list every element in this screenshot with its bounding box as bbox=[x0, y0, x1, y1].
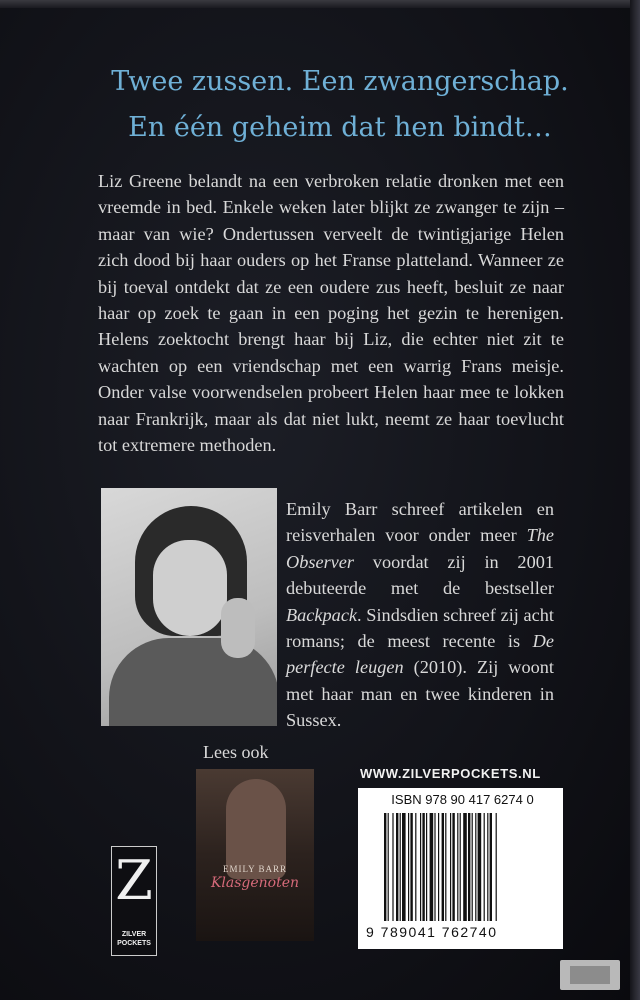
bio-part-4: (2010). Zij woont met haar man en twee kinderen in Sussex. bbox=[286, 657, 554, 731]
bio-part-1: Emily Barr schreef artikelen en reisverhalen voor onder meer bbox=[286, 499, 554, 546]
bio-part-2: voordat zij in 2001 debuteerde met de bestseller bbox=[286, 551, 554, 599]
bio-leugen: De perfecte leugen bbox=[286, 631, 554, 678]
watermark-inner bbox=[570, 966, 610, 984]
author-bio bbox=[286, 496, 554, 734]
logo-letter: Z bbox=[115, 849, 153, 912]
cover-spine-edge bbox=[630, 0, 640, 1000]
cover-top-edge bbox=[0, 0, 640, 8]
publisher-url: WWW.ZILVERPOCKETS.NL bbox=[360, 766, 541, 781]
logo-text-line-2: POCKETS bbox=[117, 940, 151, 947]
barcode-bars bbox=[384, 813, 540, 921]
isbn-text: ISBN 978 90 417 6274 0 bbox=[391, 792, 534, 807]
barcode-panel bbox=[358, 788, 563, 949]
related-book-cover bbox=[196, 769, 314, 941]
zilver-pockets-logo bbox=[111, 846, 157, 956]
author-photo-hand bbox=[221, 598, 255, 658]
tagline-line-2: En één geheim dat hen bindt… bbox=[128, 112, 552, 143]
lees-ook-label: Lees ook bbox=[203, 742, 269, 762]
bio-observer: The Observer bbox=[286, 525, 554, 572]
related-book-title: Klasgenoten bbox=[210, 875, 300, 891]
related-book-author: EMILY BARR bbox=[222, 864, 288, 874]
author-photo bbox=[101, 488, 277, 726]
logo-text-line-1: ZILVER bbox=[121, 931, 147, 938]
barcode-number: 9 789041 762740 bbox=[366, 924, 498, 940]
author-photo-face bbox=[153, 540, 227, 636]
synopsis-text bbox=[98, 168, 564, 458]
watermark-badge bbox=[560, 960, 620, 990]
synopsis-paragraph: Liz Greene belandt na een verbroken relatie dronken met een vreemde in bed. Enkele weken later blijkt ze zwanger te zijn – maar van wie? Ondertussen verveelt de twintigjarige Helen zich dood bij haar ouders op het Franse platteland. Wanneer ze bij toeval ontdekt dat ze een oudere zus heeft, besluit ze naar haar op zoek te gaan in een poging het gezin te herenigen. Helens zoektocht brengt haar bij Liz, die echter niet zit te wachten op een vriendschap met een warrig Frans meisje. Onder valse voorwendselen probeert Helen haar mee te lokken naar Frankrijk, maar als dat niet lukt, neemt ze haar toevlucht tot extremere methoden. bbox=[98, 171, 564, 456]
bio-part-3: . Sindsdien schreef zij acht romans; de meest recente is bbox=[286, 604, 554, 652]
bio-backpack: Backpack bbox=[286, 604, 358, 625]
tagline-line-1: Twee zussen. Een zwangerschap. bbox=[111, 66, 569, 97]
